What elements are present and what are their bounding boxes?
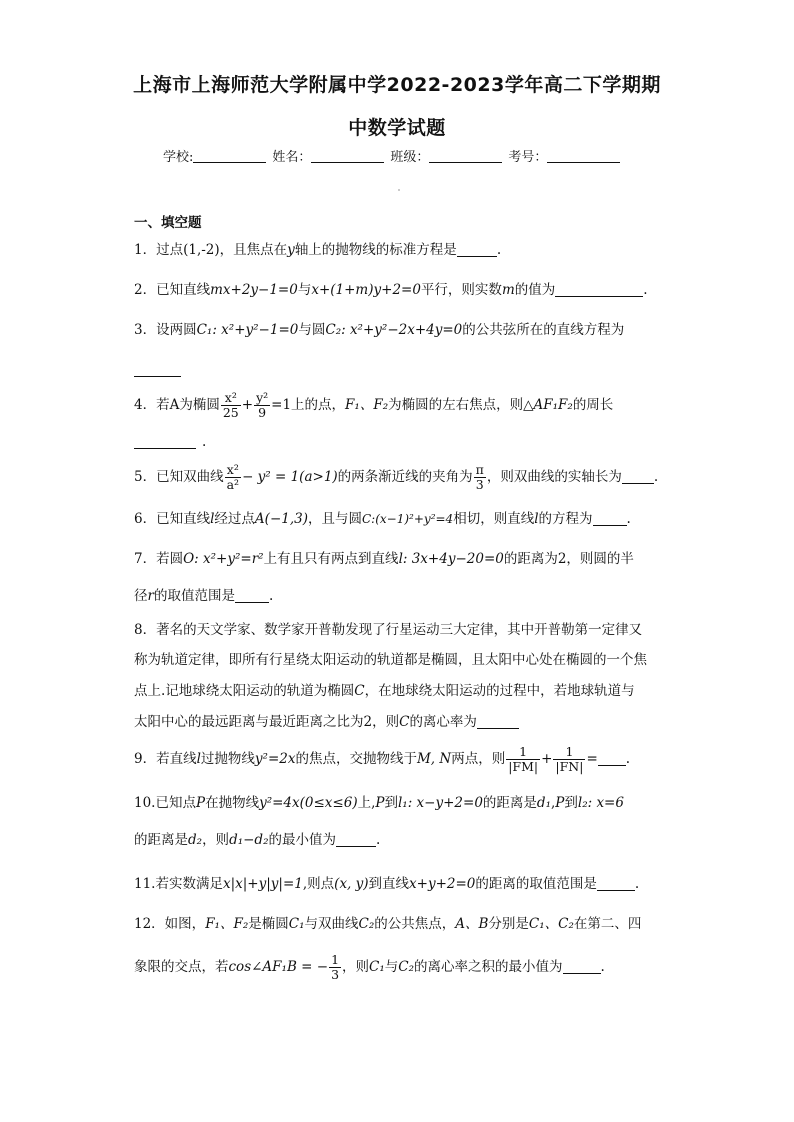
q4-denominator: 9: [258, 405, 267, 420]
q10-text: 的距离是: [134, 832, 188, 848]
question-9: [134, 742, 662, 776]
q10-math: y²=4x(0≤x≤6): [259, 795, 358, 811]
q10-math: d₁−d₂: [229, 832, 269, 848]
q4-math: +: [241, 397, 254, 413]
q9-text: 两点，则: [451, 751, 506, 767]
student-info-row: [163, 146, 626, 165]
q10-math: l₂: x=6: [577, 795, 624, 811]
q5-text: 5．已知双曲线: [134, 469, 224, 485]
question-8-line2: 称为轨道定律，即所有行星绕太阳运动的轨道都是椭圆，且太阳中心处在椭圆的一个焦: [134, 652, 647, 668]
question-3-blank-row: [134, 360, 662, 380]
question-10: [134, 793, 662, 813]
q10-text: 10.已知点: [134, 795, 196, 811]
q6-math: l: [534, 511, 539, 527]
q7-text: 上有且只有两点到直线: [263, 551, 399, 567]
question-7: [134, 549, 662, 569]
q5-numerator: π: [475, 462, 484, 477]
q3-math: C₁: x²+y²−1=0: [196, 322, 299, 338]
q12-math: C₁: [369, 959, 385, 975]
q12-math: A、B: [455, 916, 489, 932]
id-label: 考号：: [508, 150, 548, 165]
q9-text: 9．若直线: [134, 751, 197, 767]
q3-text: 与圆: [298, 322, 326, 338]
q5-text: 的两条渐近线的夹角为: [337, 469, 473, 485]
q12-math: F₁、F₂: [205, 916, 249, 932]
q1-text: ，且焦点在: [219, 242, 288, 258]
q8-text: ，在地球绕太阳运动的过程中，若地球轨道与: [364, 683, 635, 699]
q5-denominator: a²: [226, 477, 240, 492]
q10-text: ，则: [202, 832, 230, 848]
class-blank[interactable]: [429, 150, 502, 163]
q2-math: mx+2y−1=0: [210, 282, 298, 298]
q12-text: 12．如图，: [134, 916, 206, 932]
q9-math: l: [196, 751, 201, 767]
q12-numerator: 1: [331, 952, 340, 967]
question-6: [134, 509, 662, 529]
q8-text: ，则: [372, 714, 400, 730]
q9-math: =: [586, 751, 598, 767]
q12-math: C₁、C₂: [528, 916, 574, 932]
q10-math: P: [195, 795, 206, 811]
q6-math: A(−1,3): [254, 511, 308, 527]
q9-text: 过抛物线: [200, 751, 255, 767]
question-8-line4: [134, 712, 662, 732]
q4-math: △AF₁F₂: [523, 397, 573, 413]
document-title-line1: 上海市上海师范大学附属中学2022-2023学年高二下学期期: [133, 74, 661, 96]
q5-text: .: [653, 469, 659, 485]
q5-numerator: x²: [225, 463, 241, 478]
q10-text: 的距离是: [482, 795, 537, 811]
q4-fraction: [221, 391, 241, 420]
section-title: 一、填空题: [134, 215, 202, 231]
q12-math: C₂: [398, 959, 415, 975]
decorative-dot: [398, 189, 400, 191]
q10-answer-blank[interactable]: [336, 832, 376, 847]
q2-text: 与: [297, 282, 312, 298]
q8-math: C: [354, 683, 365, 699]
q4-numerator: x²: [221, 391, 241, 406]
q2-text: .: [643, 282, 648, 298]
q10-text: 在抛物线: [205, 795, 260, 811]
q2-text: 2．已知直线: [134, 282, 211, 298]
document-title-line2: 中数学试题: [348, 117, 446, 139]
q10-math: d₂: [188, 832, 203, 848]
q12-answer-blank[interactable]: [563, 959, 601, 974]
q6-text: ，且与圆: [308, 511, 362, 527]
q12-text: ，则: [342, 959, 370, 975]
q7-math: r: [147, 588, 154, 604]
q4-answer-blank[interactable]: [134, 434, 196, 449]
q6-math: C:(x−1)²+y²=4: [362, 512, 454, 526]
q3-answer-blank[interactable]: [134, 362, 181, 377]
q9-numerator: 1: [506, 745, 540, 760]
q1-text: .: [496, 242, 502, 258]
id-blank[interactable]: [547, 150, 620, 163]
q1-math: y: [287, 242, 295, 258]
q7-text: 的距离为2，则圆的半: [503, 551, 634, 567]
q9-math: M, N: [416, 751, 452, 767]
question-12: [134, 914, 662, 934]
q10-math: P: [555, 795, 565, 811]
q10-text: 上,: [357, 795, 376, 811]
q12-text: 分别是: [488, 916, 529, 932]
name-label: 姓名：: [272, 150, 312, 165]
q11-text: ,则点: [302, 876, 335, 892]
q2-text: 的值为: [514, 282, 556, 298]
q11-answer-blank[interactable]: [597, 876, 635, 891]
q6-math: l: [210, 511, 215, 527]
q8-math: 2: [363, 714, 373, 730]
question-11: [134, 874, 662, 894]
q11-text: .: [634, 876, 640, 892]
question-7-cont: [134, 586, 662, 606]
q1-answer-blank[interactable]: [457, 242, 497, 257]
q12-math: C₁: [288, 916, 305, 932]
q7-text: 径: [134, 588, 148, 604]
q1-math: (1,-2): [183, 242, 220, 258]
q12-text: 的公共焦点，: [374, 916, 456, 932]
q9-math: +: [541, 751, 553, 767]
q8-text: 点上.记地球绕太阳运动的轨道为椭圆: [134, 683, 355, 699]
q8-answer-blank[interactable]: [477, 714, 519, 729]
q7-text: 7．若圆: [134, 551, 184, 567]
q12-text: 象限的交点，若: [134, 959, 229, 975]
q11-text: 的距离的取值范围是: [475, 876, 597, 892]
q8-text: 的离心率为: [409, 714, 477, 730]
q4-text: 的周长: [572, 397, 614, 413]
question-5: [134, 462, 662, 492]
q5-math: − y² = 1(a>1): [242, 469, 338, 485]
q8-math: C: [399, 714, 410, 730]
q5-text: ，则双曲线的实轴长为: [486, 469, 622, 485]
q12-text: 的离心率之积的最小值为: [414, 959, 563, 975]
q4-text: 上的点，: [291, 397, 346, 413]
q7-math: O: x²+y²=r²: [183, 551, 264, 567]
q2-math: x+(1+m)y+2=0: [311, 282, 421, 298]
q4-math: F₁、F₂: [345, 397, 389, 413]
q10-text: .: [375, 832, 381, 848]
q10-math: l₁: x−y+2=0: [397, 795, 483, 811]
school-label: 学校:: [163, 150, 194, 165]
q11-math: x|x|+y|y|=1: [222, 876, 303, 892]
question-8-line3: [134, 681, 662, 701]
q9-text: .: [625, 751, 631, 767]
q2-answer-blank[interactable]: [555, 282, 643, 297]
q9-answer-blank[interactable]: [598, 751, 626, 766]
q10-text: 到: [384, 795, 398, 811]
question-10-cont: [134, 830, 662, 850]
q3-text: 3．设两圆: [134, 322, 197, 338]
q4-text: .: [202, 434, 207, 450]
question-3: [134, 320, 662, 340]
q10-math: P: [375, 795, 385, 811]
q7-text: 的取值范围是: [153, 588, 235, 604]
question-8-line1: 8．著名的天文学家、数学家开普勒发现了行星运动三大定律，其中开普勒第一定律又: [134, 622, 643, 638]
q12-math: C₂: [358, 916, 375, 932]
q9-denominator: |FN|: [555, 759, 584, 774]
q6-text: 经过点: [214, 511, 255, 527]
q9-fraction: [553, 745, 585, 774]
question-2: [134, 280, 662, 300]
school-blank[interactable]: [193, 150, 266, 163]
q5-denominator: 3: [475, 477, 484, 492]
q8-text: 太阳中心的最远距离与最近距离之比为: [134, 714, 364, 730]
q6-text: .: [626, 511, 631, 527]
q10-text: 的最小值为: [268, 832, 336, 848]
q5-fraction: [474, 463, 486, 492]
q6-text: 相切，则直线: [453, 511, 535, 527]
q7-answer-blank[interactable]: [235, 588, 269, 603]
question-4-blank-row: [134, 432, 662, 452]
q9-text: 的焦点，交抛物线于: [295, 751, 417, 767]
question-4: [134, 390, 662, 420]
q4-math: =1: [271, 397, 292, 413]
q11-math: (x, y): [334, 876, 369, 892]
q11-text: 到直线: [368, 876, 410, 892]
question-12-cont: [134, 950, 662, 984]
q2-math: m: [501, 282, 515, 298]
name-blank[interactable]: [311, 150, 384, 163]
q9-denominator: |FM|: [508, 759, 539, 774]
q4-fraction: [254, 391, 270, 420]
q2-text: 平行，则实数: [420, 282, 502, 298]
q10-text: ,: [550, 795, 556, 811]
q3-math: C₂: x²+y²−2x+4y=0: [325, 322, 463, 338]
q12-denominator: 3: [331, 967, 340, 982]
q4-denominator: 25: [222, 405, 239, 420]
q4-numerator: y²: [256, 390, 269, 405]
q7-math: l: 3x+4y−20=0: [398, 551, 504, 567]
q12-text: 与双曲线: [304, 916, 359, 932]
q1-text: 1．过点: [134, 242, 184, 258]
q6-answer-blank[interactable]: [593, 511, 627, 526]
q12-text: 在第二、四: [573, 916, 642, 932]
q6-text: 6．已知直线: [134, 511, 211, 527]
q7-text: .: [268, 588, 274, 604]
q9-math: y²=2x: [254, 751, 296, 767]
q5-answer-blank[interactable]: [622, 469, 654, 484]
q9-fraction: [506, 745, 540, 774]
q9-numerator: 1: [553, 745, 585, 760]
q12-text: 是椭圆: [248, 916, 289, 932]
q12-text: 与: [384, 959, 399, 975]
q4-text: 为椭圆的左右焦点，则: [388, 397, 524, 413]
q12-text: .: [600, 959, 605, 975]
q3-text: 的公共弦所在的直线方程为: [462, 322, 625, 338]
q10-math: d₁: [536, 795, 551, 811]
q12-fraction: [329, 953, 341, 982]
q4-text: 4．若A为椭圆: [134, 397, 220, 413]
question-1: [134, 240, 662, 260]
q11-math: x+y+2=0: [409, 876, 476, 892]
q12-math: cos∠AF₁B = −: [228, 959, 329, 975]
class-label: 班级：: [390, 150, 430, 165]
q6-text: 的方程为: [538, 511, 593, 527]
q1-text: 轴上的抛物线的标准方程是: [294, 242, 457, 258]
q10-text: 到: [564, 795, 578, 811]
q5-fraction: [225, 463, 241, 492]
q11-text: 11.若实数满足: [134, 876, 223, 892]
